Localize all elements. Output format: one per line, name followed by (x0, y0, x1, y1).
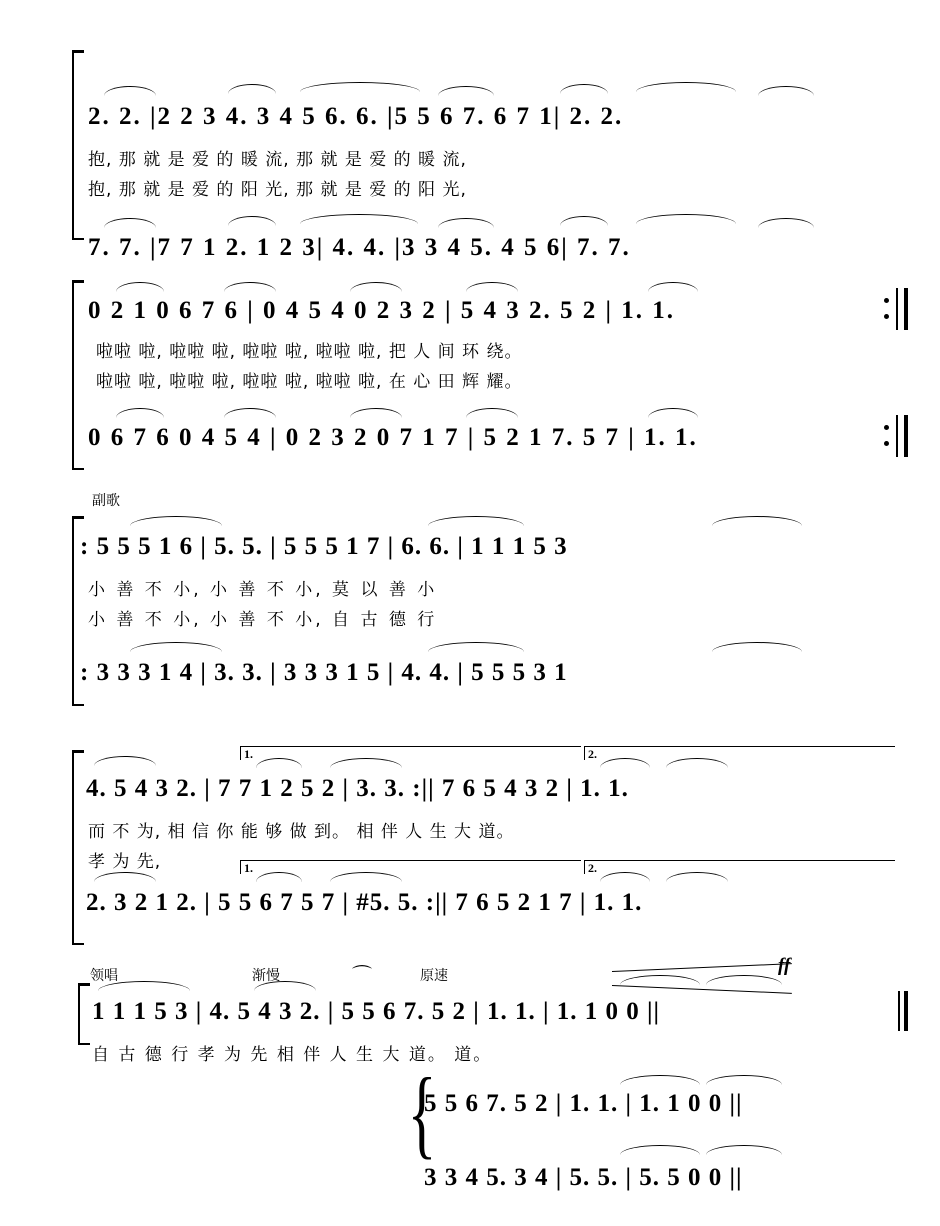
slur (438, 218, 494, 228)
system-brace (72, 750, 74, 945)
slur (466, 408, 518, 418)
final-barline-thick (904, 991, 908, 1031)
lyrics-verse-2: 小 善 不 小, 小 善 不 小, 自 古 德 行 (88, 610, 438, 630)
chorus-notes-upper: 5 5 6 7. 5 2 | 1. 1. | 1. 1 0 0 || (424, 1090, 743, 1117)
slur (224, 282, 276, 292)
melody-notes-upper: : 5 5 5 1 6 | 5. 5. | 5 5 5 1 7 | 6. 6. | 1 1 1 5 3 (80, 533, 568, 560)
second-ending-label: 2. (588, 747, 597, 761)
slur (350, 282, 402, 292)
slur (758, 218, 814, 228)
lyrics-verse-2: 抱, 那 就 是 爱 的 阳 光, 那 就 是 爱 的 阳 光, (88, 180, 467, 200)
slur (130, 516, 222, 526)
slur (428, 516, 524, 526)
lyrics-verse-1: 而 不 为, 相 信 你 能 够 做 到。 相 伴 人 生 大 道。 (88, 822, 515, 842)
slur (636, 214, 736, 224)
slur (706, 1075, 782, 1085)
ritardando-mark: 渐慢 (252, 968, 280, 984)
repeat-dot (884, 298, 889, 303)
section-label-chorus: 副歌 (92, 493, 120, 509)
harmony-notes-lower: : 3 3 3 1 4 | 3. 3. | 3 3 3 1 5 | 4. 4. | 5 5 5 3 1 (80, 659, 568, 686)
harmony-notes-lower: 2. 3 2 1 2. | 5 5 6 7 5 7 | #5. 5. :|| 7 6 5 2 1 7 | 1. 1. (86, 889, 643, 916)
slur (706, 1145, 782, 1155)
slur (116, 408, 164, 418)
lyrics-verse-1: 自 古 德 行 孝 为 先 相 伴 人 生 大 道。 道。 (92, 1045, 493, 1065)
slur (228, 84, 276, 94)
first-ending-label: 1. (244, 861, 253, 875)
lyrics-verse-1: 小 善 不 小, 小 善 不 小, 莫 以 善 小 (88, 580, 438, 600)
final-barline-thin (898, 991, 900, 1031)
system-1 (0, 40, 940, 261)
system-brace (78, 983, 80, 1045)
dynamic-ff: ff (778, 955, 791, 976)
system-4 (0, 720, 940, 930)
slur (228, 216, 276, 226)
chorus-curly-brace: { (407, 1057, 437, 1168)
lead-vocal-mark: 领唱 (90, 968, 118, 984)
slur (560, 84, 608, 94)
system-5 (0, 955, 940, 1215)
slur (104, 86, 156, 96)
lyrics-verse-1: 抱, 那 就 是 爱 的 暖 流, 那 就 是 爱 的 暖 流, (88, 150, 467, 170)
lyrics-verse-2: 孝 为 先, (88, 852, 162, 872)
slur (636, 82, 736, 92)
slur (94, 872, 156, 882)
slur (712, 516, 802, 526)
first-ending-label: 1. (244, 747, 253, 761)
slur (130, 642, 222, 652)
lyrics-verse-1: 啦啦 啦, 啦啦 啦, 啦啦 啦, 啦啦 啦, 把 人 间 环 绕。 (96, 342, 523, 362)
system-2 (0, 270, 940, 470)
slur (648, 282, 698, 292)
fermata-icon: ⌒ (352, 963, 372, 987)
repeat-barline (904, 288, 908, 330)
slur (712, 642, 802, 652)
second-ending-label: 2. (588, 861, 597, 875)
system-brace (72, 516, 74, 706)
slur (104, 218, 156, 228)
slur (620, 1145, 700, 1155)
melody-notes-upper: 0 2 1 0 6 7 6 | 0 4 5 4 0 2 3 2 | 5 4 3 2. 5 2 | 1. 1. (88, 297, 676, 324)
slur (350, 408, 402, 418)
melody-notes-upper: 4. 5 4 3 2. | 7 7 1 2 5 2 | 3. 3. :|| 7 6 5 4 3 2 | 1. 1. (86, 775, 629, 802)
lead-vocal-notes: 1 1 1 5 3 | 4. 5 4 3 2. | 5 5 6 7. 5 2 | 1. 1. | 1. 1 0 0 || (92, 998, 661, 1025)
slur (300, 82, 420, 92)
first-ending-bracket (240, 860, 581, 874)
slur (758, 86, 814, 96)
repeat-barline-thin (896, 288, 898, 330)
slur (648, 408, 698, 418)
repeat-barline-thin (896, 415, 898, 457)
slur (560, 216, 608, 226)
system-3 (0, 490, 940, 690)
melody-notes-upper: 2. 2. |2 2 3 4. 3 4 5 6. 6. |5 5 6 7. 6 7 1| 2. 2. (88, 103, 624, 130)
repeat-barline (904, 415, 908, 457)
repeat-dot (884, 441, 889, 446)
a-tempo-mark: 原速 (420, 968, 448, 984)
slur (428, 642, 524, 652)
first-ending-bracket (240, 746, 581, 760)
system-brace (72, 50, 74, 240)
slur (620, 1075, 700, 1085)
lyrics-verse-2: 啦啦 啦, 啦啦 啦, 啦啦 啦, 啦啦 啦, 在 心 田 辉 耀。 (96, 372, 523, 392)
harmony-notes-lower: 7. 7. |7 7 1 2. 1 2 3| 4. 4. |3 3 4 5. 4 5 6| 7. 7. (88, 234, 631, 261)
slur (116, 282, 164, 292)
repeat-dot (884, 425, 889, 430)
chorus-notes-lower: 3 3 4 5. 3 4 | 5. 5. | 5. 5 0 0 || (424, 1164, 743, 1191)
slur (224, 408, 276, 418)
slur (300, 214, 418, 224)
system-brace (72, 280, 74, 470)
slur (438, 86, 494, 96)
slur (466, 282, 518, 292)
harmony-notes-lower: 0 6 7 6 0 4 5 4 | 0 2 3 2 0 7 1 7 | 5 2 1 7. 5 7 | 1. 1. (88, 424, 698, 451)
repeat-dot (884, 314, 889, 319)
slur (94, 756, 156, 766)
